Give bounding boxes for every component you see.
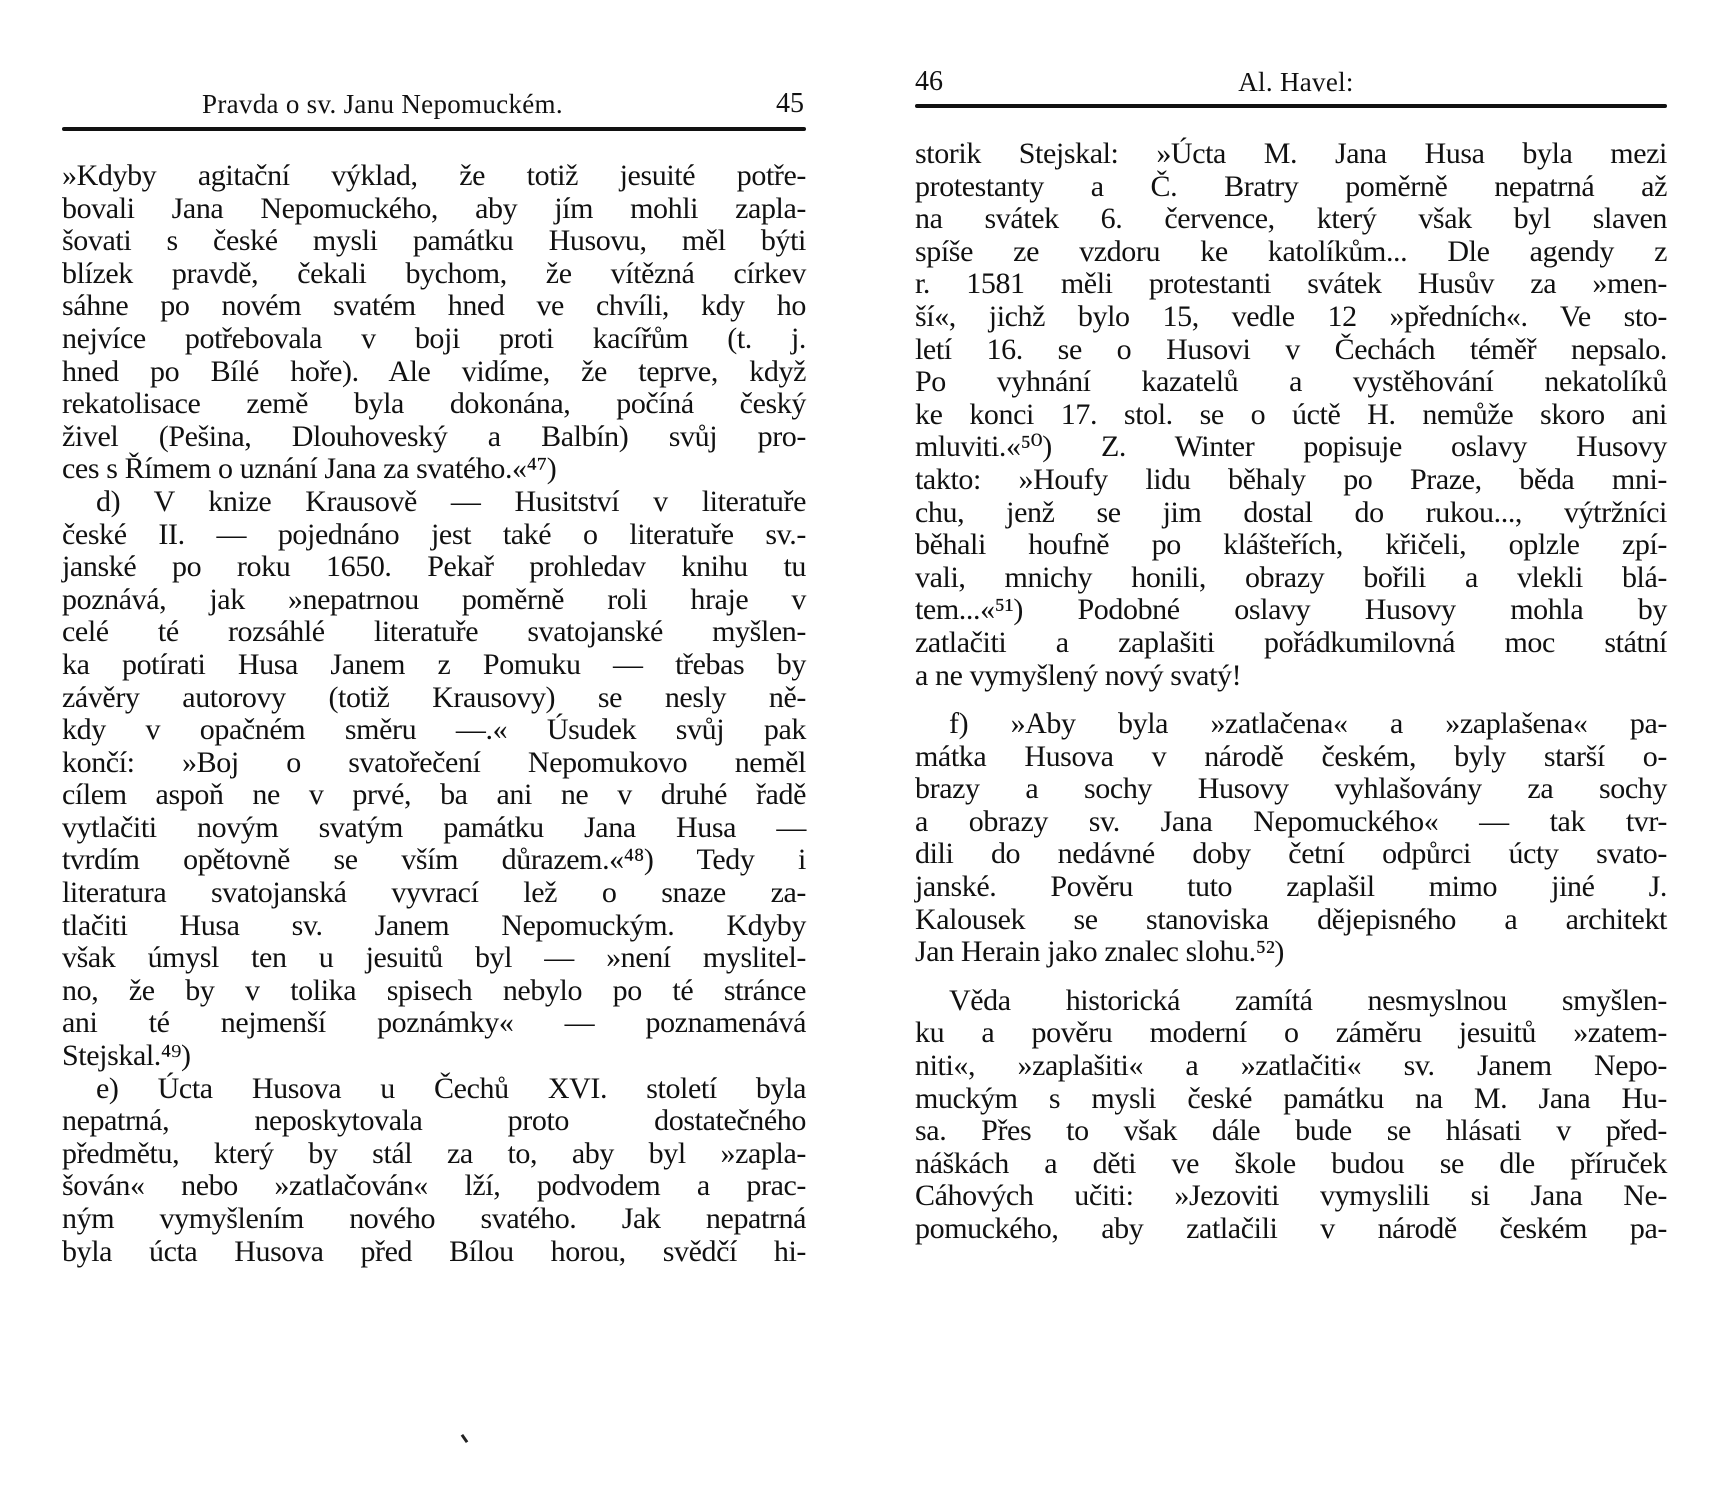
text-line: živel (Pešina, Dlouhoveský a Balbín) svůj pro- [62, 419, 806, 453]
text-line: sa. Přes to však dále bude se hlásati v před- [915, 1114, 1667, 1148]
text-line: tlačiti Husa sv. Janem Nepomuckým. Kdyby [62, 908, 806, 942]
text-line: no, že by v tolika spisech nebylo po té stránce [62, 973, 806, 1007]
text-line: vytlačiti novým svatým památku Jana Husa — [62, 810, 806, 844]
text-line: končí: »Boj o svatořečení Nepomukovo neměl [62, 745, 806, 779]
text-line: ke konci 17. stol. se o úctě H. nemůže skoro ani [915, 397, 1667, 431]
text-line: náškách a děti ve škole budou se dle příruček [915, 1146, 1667, 1180]
print-speck [461, 1434, 469, 1443]
text-line: ší«, jichž bylo 15, vedle 12 »předních«. Ve sto- [915, 299, 1667, 333]
text-line: české II. — pojednáno jest také o literatuře sv.- [62, 517, 806, 551]
text-line: pomuckého, aby zatlačili v národě českém pa- [915, 1212, 1667, 1245]
text-line: na svátek 6. července, který však byl slaven [915, 202, 1667, 236]
page-number: 45 [776, 88, 804, 119]
text-line: d) V knize Krausově — Husitství v literatuře [96, 484, 806, 518]
text-line: předmětu, který by stál za to, aby byl »zapla- [62, 1136, 806, 1170]
body-text [62, 160, 806, 1268]
text-line: letí 16. se o Husovi v Čechách téměř nepsalo. [915, 332, 1667, 366]
text-line: e) Úcta Husova u Čechů XVI. století byla [96, 1071, 806, 1105]
text-line: Po vyhnání kazatelů a vystěhování nekatolíků [915, 365, 1667, 399]
text-line: niti«, »zaplašiti« a »zatlačiti« sv. Janem Nepo- [915, 1049, 1667, 1083]
text-line: a ne vymyšlený nový svatý! [915, 658, 1242, 692]
text-line: muckým s mysli české památku na M. Jana Hu- [915, 1081, 1667, 1115]
text-line: běhali houfně po klášteřích, křičeli, oplzle zpí- [915, 528, 1667, 562]
text-line: Stejskal.⁴⁹) [62, 1039, 191, 1073]
text-line: hned po Bílé hoře). Ale vidíme, že teprve, když [62, 354, 806, 388]
text-line: Kalousek se stanoviska dějepisného a architekt [915, 902, 1667, 936]
text-line: tem...«⁵¹) Podobné oslavy Husovy mohla by [915, 593, 1667, 627]
running-title: Al. Havel: [1238, 67, 1354, 97]
text-line: poznává, jak »nepatrnou poměrně roli hraje v [62, 582, 806, 616]
page-number: 46 [915, 66, 943, 97]
text-line: rekatolisace země byla dokonána, počíná český [62, 387, 806, 421]
text-line: zatlačiti a zaplašiti pořádkumilovná moc státní [915, 625, 1667, 659]
text-line: cílem aspoň ne v prvé, ba ani ne v druhé řadě [62, 778, 806, 812]
text-line: »Kdyby agitační výklad, že totiž jesuité potře- [62, 159, 806, 192]
text-line: Věda historická zamítá nesmyslnou smyšlen- [949, 983, 1667, 1017]
text-line: celé té rozsáhlé literatuře svatojanské myšlen- [62, 615, 806, 649]
text-line: a obrazy sv. Jana Nepomuckého« — tak tvr- [915, 804, 1667, 838]
text-line: Jan Herain jako znalec slohu.⁵²) [915, 935, 1285, 969]
text-line: závěry autorovy (totiž Krausovy) se nesly ně- [62, 680, 806, 714]
body-text [915, 138, 1667, 1246]
text-line: tvrdím opětovně se vším důrazem.«⁴⁸) Tedy i [62, 843, 806, 877]
text-line: ku a pověru moderní o záměru jesuitů »zatem- [915, 1016, 1667, 1050]
text-line: takto: »Houfy lidu běhaly po Praze, běda mni- [915, 462, 1667, 496]
text-line: janské. Pověru tuto zaplašil mimo jiné J. [915, 870, 1667, 904]
text-line: janské po roku 1650. Pekař prohledav knihu tu [62, 550, 806, 584]
text-line: šovati s české mysli památku Husovu, měl býti [62, 224, 806, 258]
text-line: bovali Jana Nepomuckého, aby jím mohli zapla- [62, 191, 806, 225]
text-line: byla úcta Husova před Bílou horou, svědčí hi- [62, 1234, 806, 1268]
text-line: nejvíce potřebovala v boji proti kacířům (t. j. [62, 321, 806, 355]
text-line: brazy a sochy Husovy vyhlašovány za sochy [915, 772, 1667, 806]
running-title: Pravda o sv. Janu Nepomuckém. [202, 89, 563, 119]
text-line: mátka Husova v národě českém, byly starší o- [915, 739, 1667, 773]
paragraph-gap [915, 969, 1667, 985]
text-line: literatura svatojanská vyvrací lež o snaze za- [62, 876, 806, 910]
header-rule [62, 127, 806, 131]
text-line: šován« nebo »zatlačován« lží, podvodem a prac- [62, 1169, 806, 1203]
text-line: Cáhových učiti: »Jezoviti vymyslili si Jana Ne- [915, 1179, 1667, 1213]
text-line: nepatrná, neposkytovala proto dostatečného [62, 1104, 806, 1138]
running-head [915, 62, 1667, 102]
text-line: f) »Aby byla »zatlačena« a »zaplašena« pa- [949, 707, 1667, 741]
text-line: vali, mnichy honili, obrazy bořili a vlekli blá- [915, 560, 1667, 594]
text-line: spíše ze vzdoru ke katolíkům... Dle agendy z [915, 234, 1667, 268]
text-line: ces s Římem o uznání Jana za svatého.«⁴⁷) [62, 452, 557, 486]
text-line: blízek pravdě, čekali bychom, že vítězná církev [62, 256, 806, 290]
text-line: protestanty a Č. Bratry poměrně nepatrná až [915, 169, 1667, 203]
text-line: mluviti.«⁵⁰) Z. Winter popisuje oslavy Husovy [915, 430, 1667, 464]
header-rule [915, 104, 1667, 108]
text-line: ným vymyšlením nového svatého. Jak nepatrná [62, 1202, 806, 1235]
text-line: však úmysl ten u jesuitů byl — »není myslitel- [62, 941, 806, 975]
text-line: ka potírati Husa Janem z Pomuku — třebas by [62, 647, 806, 681]
text-line: r. 1581 měli protestanti svátek Husův za »men- [915, 267, 1667, 301]
paragraph-gap [915, 692, 1667, 708]
text-line: ani té nejmenší poznámky« — poznamenává [62, 1006, 806, 1040]
text-line: dili do nedávné doby četní odpůrci úcty svato- [915, 837, 1667, 871]
text-line: storik Stejskal: »Úcta M. Jana Husa byla mezi [915, 137, 1667, 170]
text-line: kdy v opačném směru —.« Úsudek svůj pak [62, 713, 806, 747]
running-head [62, 84, 806, 124]
text-line: sáhne po novém svatém hned ve chvíli, kdy ho [62, 289, 806, 323]
text-line: chu, jenž se jim dostal do rukou..., výtržníci [915, 495, 1667, 529]
